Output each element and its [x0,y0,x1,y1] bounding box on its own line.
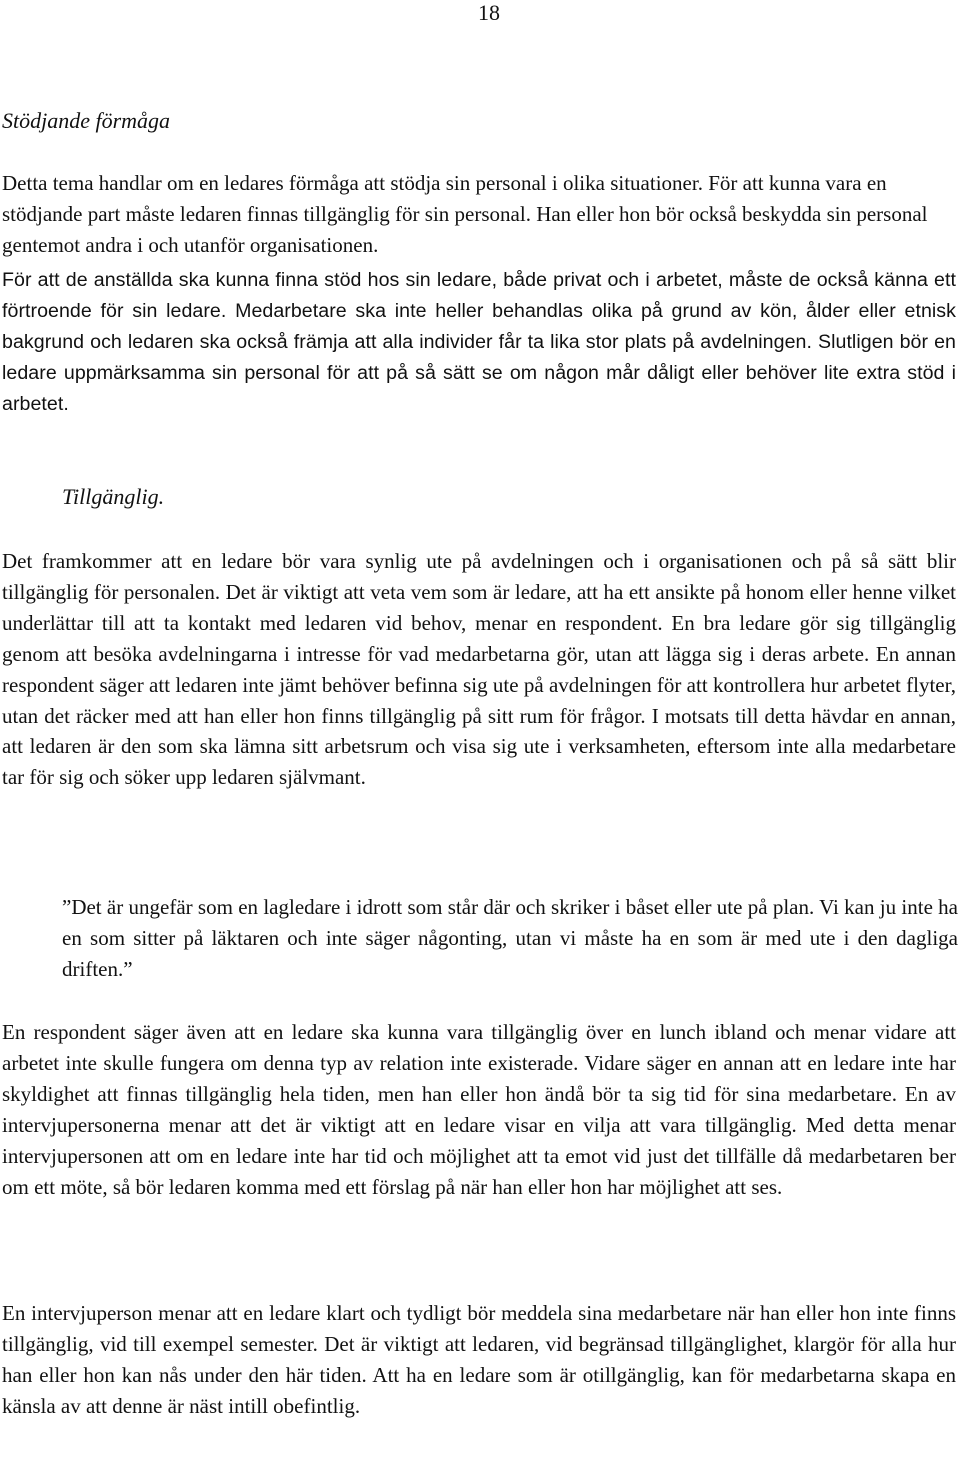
paragraph-intro-continued: För att de anställda ska kunna finna stöd hos sin ledare, både privat och i arbetet, måste de också känna ett förtroende för sin ledare. Medarbetare ska inte heller behandlas olika på grund av kön, ålder eller etnisk bakgrund och ledaren ska också främja att alla individer får ta lika stor plats på avdelningen. Slutligen bör en ledare uppmärksamma sin personal för att på så sätt se om någon mår dåligt eller behöver lite extra stöd i arbetet. [2,269,956,415]
paragraph-unavailability: En intervjuperson menar att en ledare klart och tydligt bör meddela sina medarbetare när han eller hon inte finns tillgänglig, vid till exempel semester. Det är viktigt att ledaren, vid begränsad tillgänglighet, klargör för alla hur han eller hon kan nås under den här tiden. Att ha en ledare som är otillgänglig, kan för medarbetarna skapa en känsla av att denne är näst intill obefintlig. [2,1301,956,1418]
paragraph-intro: Detta tema handlar om en ledares förmåga att stödja sin personal i olika situationer. För att kunna vara en stödjande part måste ledaren finnas tillgänglig för sin personal. Han eller hon bör också beskydda sin personal gentemot andra i och utanför organisationen. [2,171,928,257]
paragraph-lunch: En respondent säger även att en ledare ska kunna vara tillgänglig över en lunch ibland och menar vidare att arbetet inte skulle fungera om denna typ av relation inte existerade. Vidare säger en annan att en ledare inte har skyldighet att finnas tillgänglig hela tiden, men han eller hon ändå bör ta sig tid för sina medarbetare. En av intervjupersonerna menar att det är viktigt att en ledare visar en vilja att vara tillgänglig. Med detta menar intervjupersonen att om en ledare inte har tid och möjlighet att ta emot vid just det tillfälle då medarbetaren ber om ett möte, så bör ledaren komma med ett förslag på när han eller hon har möjlighet att ses. [2,1020,956,1199]
section-heading: Stödjande förmåga [2,108,171,133]
subsection-heading: Tillgänglig. [62,484,165,509]
page-number: 18 [478,0,500,25]
block-quote: ”Det är ungefär som en lagledare i idrott som står där och skriker i båset eller ute på plan. Vi kan ju inte ha en som sitter på läktaren och inte säger någonting, utan vi måste ha en som är med ute i den dagliga driften.” [62,895,958,981]
paragraph-availability: Det framkommer att en ledare bör vara synlig ute på avdelningen och i organisationen och på så sätt blir tillgänglig för personalen. Det är viktigt att veta vem som är ledare, att ha ett ansikte på honom eller henne vilket underlättar till att ta kontakt med ledaren vid behov, menar en respondent. En bra ledare gör sig tillgänglig genom att besöka avdelningarna i intresse för vad medarbetarna gör, utan att lägga sig i deras arbete. En annan respondent säger att ledaren inte jämt behöver befinna sig ute på avdelningen för att kontrollera hur arbetet flyter, utan det räcker med att han eller hon finns tillgänglig på sitt rum för frågor. I motsats till detta hävdar en annan, att ledaren är den som ska lämna sitt arbetsrum och visa sig ute i verksamheten, eftersom inte alla medarbetare tar för sig och söker upp ledaren självmant. [2,549,956,790]
